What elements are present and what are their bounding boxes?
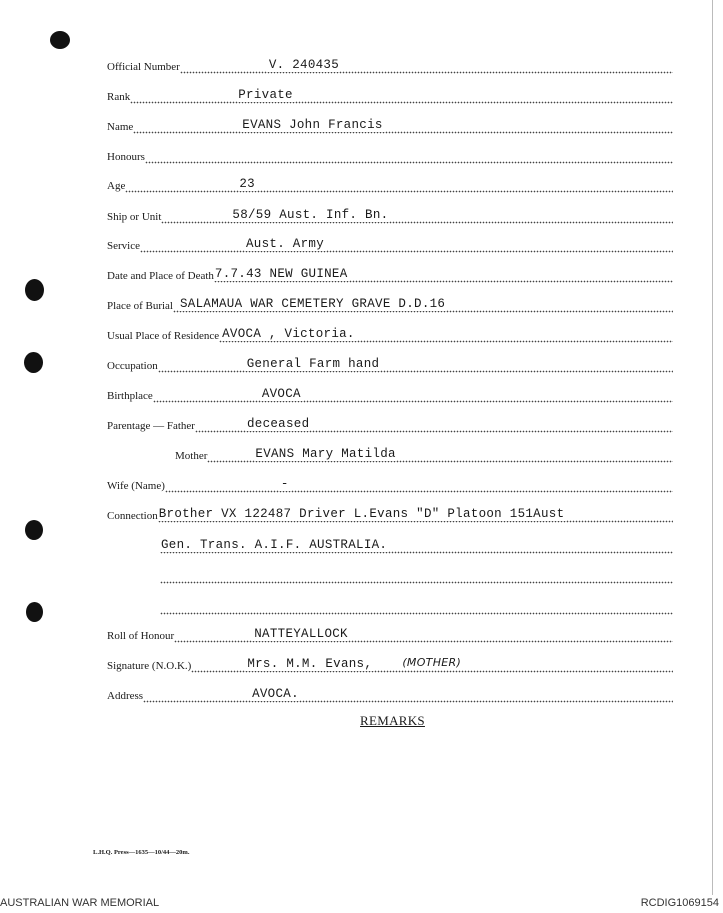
dotted-line xyxy=(180,57,673,75)
page-edge xyxy=(712,0,713,895)
dotted-line xyxy=(145,147,673,165)
field-label: Service xyxy=(107,240,140,252)
dotted-line xyxy=(191,656,673,674)
printer-imprint: L.H.Q. Press—1635—10/44—20m. xyxy=(93,849,190,856)
field-label: Date and Place of Death xyxy=(107,270,214,282)
dotted-line xyxy=(158,356,673,374)
dotted-line xyxy=(125,176,673,194)
name-value: EVANS John Francis xyxy=(242,118,383,132)
residence-value: AVOCA , Victoria. xyxy=(222,327,355,341)
dotted-line xyxy=(160,598,673,616)
dotted-line xyxy=(153,386,673,404)
father-value: deceased xyxy=(246,417,310,431)
burial-value: SALAMAUA WAR CEMETERY GRAVE D.D.16 xyxy=(179,297,446,311)
connection-row-4 xyxy=(160,596,673,616)
address-value: AVOCA. xyxy=(252,687,299,701)
punch-hole-3 xyxy=(24,352,43,373)
signature-value: Mrs. M.M. Evans, xyxy=(247,657,373,671)
death-row xyxy=(107,264,673,284)
wife-row xyxy=(107,474,673,494)
field-label: Place of Burial xyxy=(107,300,173,312)
field-label: Parentage — Father xyxy=(107,420,195,432)
official-number-value: V. 240435 xyxy=(268,58,340,72)
occupation-row xyxy=(107,354,673,374)
age-value: 23 xyxy=(239,177,255,191)
archive-credit: AUSTRALIAN WAR MEMORIAL xyxy=(0,897,160,909)
field-label: Ship or Unit xyxy=(107,211,162,223)
dotted-line xyxy=(133,117,673,135)
connection-row-3 xyxy=(160,565,673,585)
birthplace-row xyxy=(107,384,673,404)
connection-row-2 xyxy=(160,535,673,555)
field-label: Connection xyxy=(107,510,158,522)
field-label: Occupation xyxy=(107,360,158,372)
official-number-row xyxy=(107,55,673,75)
field-label: Usual Place of Residence xyxy=(107,330,220,342)
ship-unit-value: 58/59 Aust. Inf. Bn. xyxy=(232,208,389,222)
dotted-line xyxy=(160,537,673,555)
connection-row xyxy=(107,504,673,524)
dotted-line xyxy=(130,87,673,105)
occupation-value: General Farm hand xyxy=(246,357,380,371)
field-label: Name xyxy=(107,121,134,133)
mother-value: EVANS Mary Matilda xyxy=(255,447,396,461)
punch-hole-1 xyxy=(50,31,70,49)
field-label: Birthplace xyxy=(107,390,153,402)
dotted-line xyxy=(143,686,673,704)
dotted-line xyxy=(219,326,673,344)
field-label: Address xyxy=(107,690,144,702)
field-label: Honours xyxy=(107,151,145,163)
dotted-line xyxy=(174,626,673,644)
death-value: 7.7.43 NEW GUINEA xyxy=(214,267,348,281)
rank-value: Private xyxy=(238,88,293,102)
remarks-heading: REMARKS xyxy=(360,713,425,728)
dotted-line xyxy=(161,207,673,225)
dotted-line xyxy=(165,476,673,494)
address-row xyxy=(107,684,673,704)
roll-of-honour-row xyxy=(107,624,673,644)
document-id: RCDIG1069154 xyxy=(640,897,719,909)
dotted-line xyxy=(158,506,673,524)
punch-hole-2 xyxy=(25,279,44,301)
field-label: Official Number xyxy=(107,61,180,73)
mother-row xyxy=(175,444,673,464)
field-label: Mother xyxy=(175,450,208,462)
service-row xyxy=(107,234,673,254)
wife-value: - xyxy=(280,477,289,491)
father-row xyxy=(107,414,673,434)
residence-row xyxy=(107,324,673,344)
rank-row xyxy=(107,85,673,105)
punch-hole-4 xyxy=(25,520,43,540)
signature-row xyxy=(107,654,673,674)
signature-handwritten-note: (MOTHER) xyxy=(402,656,462,669)
ship-unit-row xyxy=(107,205,673,225)
burial-row xyxy=(107,294,673,314)
dotted-line xyxy=(214,266,673,284)
dotted-line xyxy=(195,416,673,434)
birthplace-value: AVOCA xyxy=(261,387,301,401)
honours-row xyxy=(107,145,673,165)
field-label: Age xyxy=(107,180,126,192)
dotted-line xyxy=(140,236,673,254)
connection-value-2: Gen. Trans. A.I.F. AUSTRALIA. xyxy=(161,538,388,552)
service-value: Aust. Army xyxy=(245,237,324,251)
dotted-line xyxy=(160,567,673,585)
name-row xyxy=(107,115,673,135)
roll-of-honour-value: NATTEYALLOCK xyxy=(254,627,348,641)
dotted-line xyxy=(173,296,673,314)
field-label: Wife (Name) xyxy=(107,480,165,492)
punch-hole-5 xyxy=(26,602,43,622)
age-row xyxy=(107,174,673,194)
connection-value: Brother VX 122487 Driver L.Evans "D" Platoon 151Aust xyxy=(158,507,565,521)
field-label: Signature (N.O.K.) xyxy=(107,660,192,672)
field-label: Roll of Honour xyxy=(107,630,175,642)
dotted-line xyxy=(207,446,673,464)
field-label: Rank xyxy=(107,91,131,103)
